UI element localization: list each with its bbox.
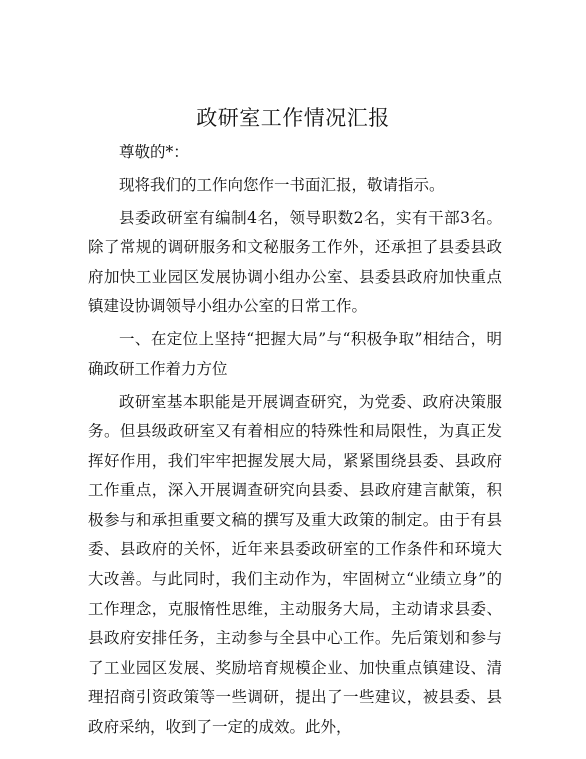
paragraph-intro: 现将我们的工作向您作一书面汇报，敬请指示。 — [119, 175, 445, 194]
paragraph-staffing: 县委政研室有编制4名，领导职数2名，实有干部3名。除了常规的调研服务和文秘服务工作外，还承担了县委县政府加快工业园区发展协调小组办公室、县委县政府加快重点镇建设协调领导小组办公室的日常工作。 — [88, 208, 502, 316]
document-body — [88, 138, 502, 743]
document-title: 政研室工作情况汇报 — [196, 106, 390, 130]
section-heading-1: 一、在定位上坚持“把握大局”与“积极争取”相结合，明确政研工作着力方位 — [88, 330, 502, 378]
salutation: 尊敬的*： — [119, 143, 189, 161]
paragraph-section-1-body: 政研室基本职能是开展调查研究，为党委、政府决策服务。但县级政研室又有着相应的特殊性和局限性，为真正发挥好作用，我们牢牢把握发展大局，紧紧围绕县委、县政府工作重点，深入开展调查研究向县委、县政府建言献策，积极参与和承担重要文稿的撰写及重大政策的制定。由于有县委、县政府的关怀，近年来县委政研室的工作条件和环境大大改善。与此同时，我们主动作为，牢固树立“业绩立身”的工作理念，克服惰性思维，主动服务大局，主动请求县委、县政府安排任务，主动参与全县中心工作。先后策划和参与了工业园区发展、奖励培育规模企业、加快重点镇建设、清理招商引资政策等一些调研，提出了一些建议，被县委、县政府采纳，收到了一定的成效。此外， — [88, 392, 502, 737]
